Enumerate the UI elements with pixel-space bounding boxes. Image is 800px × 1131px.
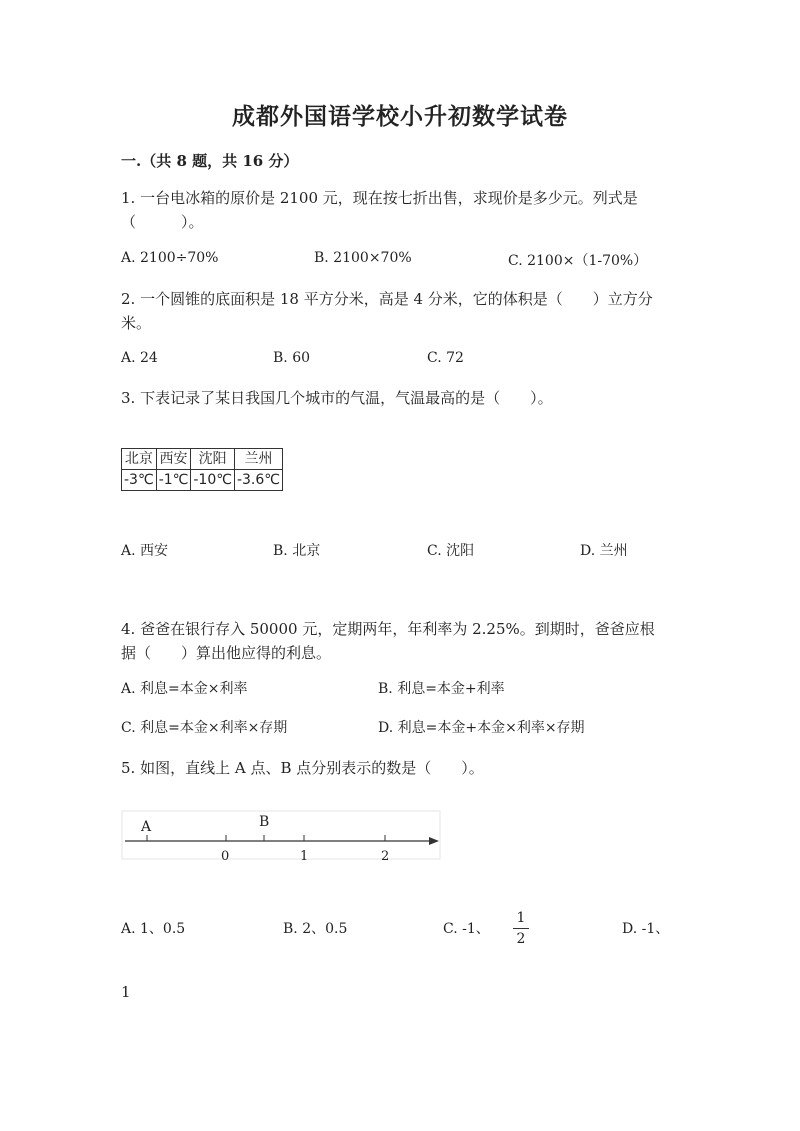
- table-cell: -3℃: [122, 470, 157, 491]
- table-cell: -1℃: [156, 470, 191, 491]
- fraction-denominator: 2: [516, 931, 526, 947]
- q5-option-c: C. -1、: [443, 921, 490, 937]
- q3-option-d: D. 兰州: [580, 543, 628, 559]
- q1-option-a: A. 2100÷70%: [121, 250, 219, 266]
- q2-option-b: B. 60: [273, 350, 311, 366]
- tick-label-2: 2: [381, 849, 390, 864]
- q4-option-a: A. 利息=本金×利率: [121, 681, 248, 697]
- q5-option-b: B. 2、0.5: [283, 921, 348, 937]
- table-cell: -3.6℃: [234, 470, 282, 491]
- figure-frame: [122, 811, 440, 859]
- q1-text-line1: 1. 一台电冰箱的原价是 2100 元，现在按七折出售，求现价是多少元。列式是: [121, 189, 638, 207]
- q5-text: 5. 如图，直线上 A 点、B 点分别表示的数是（ ）。: [121, 759, 484, 777]
- q2-text-line1: 2. 一个圆锥的底面积是 18 平方分米，高是 4 分米，它的体积是（ ）立方分: [121, 290, 653, 308]
- q1-option-c: C. 2100×（1-70%）: [508, 253, 648, 269]
- q4-option-c: C. 利息=本金×利率×存期: [121, 720, 288, 736]
- table-cell: -10℃: [191, 470, 235, 491]
- table-cell: 北京: [122, 449, 157, 470]
- section-heading: 一.（共 8 题，共 16 分）: [121, 152, 299, 170]
- q3-option-b: B. 北京: [273, 543, 321, 559]
- number-line-figure: [121, 810, 451, 870]
- table-row: [122, 449, 283, 470]
- q2-text-line2: 米。: [121, 314, 152, 332]
- page-title: 成都外国语学校小升初数学试卷: [232, 103, 568, 130]
- tick-label-0: 0: [221, 849, 230, 864]
- q1-text-line2: （ ）。: [121, 213, 204, 231]
- point-label-b: B: [259, 814, 270, 830]
- table-row: [122, 470, 283, 491]
- q4-text-line1: 4. 爸爸在银行存入 50000 元，定期两年，年利率为 2.25%。到期时，爸爸应根: [121, 620, 655, 638]
- q4-option-d: D. 利息=本金+本金×利率×存期: [378, 720, 585, 736]
- q2-option-c: C. 72: [427, 350, 464, 366]
- tick-label-1: 1: [300, 849, 309, 864]
- q5-option-a: A. 1、0.5: [121, 921, 186, 937]
- q5-option-d: D. -1、: [622, 921, 670, 937]
- temperature-table: [121, 448, 283, 491]
- page-number: 1: [121, 983, 131, 1001]
- axis-arrow-icon: [429, 837, 439, 845]
- q5-option-c-fraction: [513, 910, 529, 947]
- table-cell: 兰州: [234, 449, 282, 470]
- table-cell: 沈阳: [191, 449, 235, 470]
- fraction-bar: [513, 928, 529, 929]
- q3-option-a: A. 西安: [121, 543, 169, 559]
- table-cell: 西安: [156, 449, 191, 470]
- q4-option-b: B. 利息=本金+利率: [378, 681, 505, 697]
- q3-text: 3. 下表记录了某日我国几个城市的气温，气温最高的是（ ）。: [121, 389, 553, 407]
- q4-text-line2: 据（ ）算出他应得的利息。: [121, 644, 332, 662]
- point-label-a: A: [141, 819, 152, 835]
- fraction-numerator: 1: [516, 910, 526, 926]
- q3-option-c: C. 沈阳: [427, 543, 475, 559]
- q1-option-b: B. 2100×70%: [314, 250, 412, 266]
- q2-option-a: A. 24: [121, 350, 158, 366]
